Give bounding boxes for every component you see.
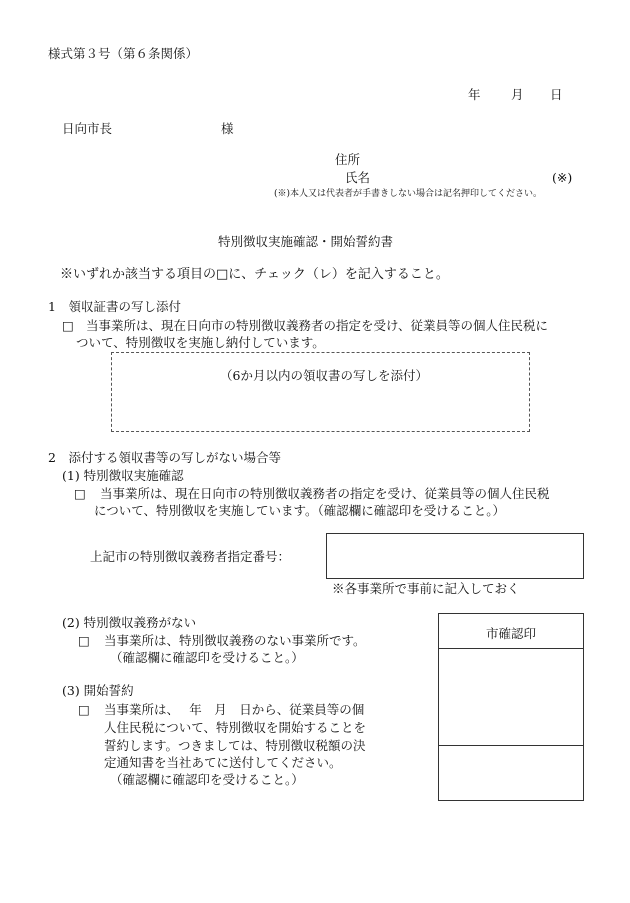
name-label: 氏名 bbox=[345, 170, 371, 185]
section2-sub2-checkbox[interactable]: □ bbox=[78, 633, 90, 648]
section2-sub1-text-line2: について、特別徴収を実施しています。（確認欄に確認印を受けること。） bbox=[94, 503, 506, 518]
section2-heading: 2 添付する領収書等の写しがない場合等 bbox=[48, 450, 281, 465]
seal-note: (※)本人又は代表者が手書きしない場合は記名押印してください。 bbox=[274, 189, 543, 199]
receipt-attach-box bbox=[111, 352, 530, 432]
form-number: 様式第３号（第６条関係） bbox=[48, 46, 199, 61]
section2-sub1-checkbox[interactable]: □ bbox=[74, 486, 86, 501]
section2-sub2-heading: (2) 特別徴収義務がない bbox=[62, 615, 197, 630]
section2-sub3-text-line5: （確認欄に確認印を受けること。） bbox=[110, 772, 304, 787]
designation-number-field[interactable] bbox=[326, 533, 584, 579]
section2-sub3-text-line2: 人住民税について、特別徴収を開始することを bbox=[104, 720, 367, 735]
address-label: 住所 bbox=[335, 152, 361, 167]
date-year-label: 年 bbox=[468, 87, 481, 102]
date-day-label: 日 bbox=[550, 87, 563, 102]
section1-heading: 1 領収証書の写し添付 bbox=[48, 299, 181, 314]
section1-checkbox[interactable]: □ bbox=[62, 318, 74, 333]
stamp-box-header bbox=[439, 614, 583, 649]
receipt-attach-label: （6か月以内の領収書の写しを添付） bbox=[220, 368, 428, 383]
date-month-label: 月 bbox=[511, 87, 524, 102]
addressee-honorific: 様 bbox=[221, 121, 234, 136]
section2-sub3-text-line1: 当事業所は、 年 月 日から、従業員等の個 bbox=[104, 702, 365, 717]
section1-text-line1: 当事業所は、現在日向市の特別徴収義務者の指定を受け、従業員等の個人住民税に bbox=[86, 318, 549, 333]
addressee-name: 日向市長 bbox=[62, 121, 113, 136]
section2-sub3-heading: (3) 開始誓約 bbox=[62, 683, 134, 698]
section2-sub3-text-line4: 定通知書を当社あてに送付してください。 bbox=[104, 755, 342, 770]
stamp-box-label: 市確認印 bbox=[485, 626, 536, 641]
city-confirmation-stamp-box bbox=[438, 613, 584, 801]
section2-sub1-text-line1: 当事業所は、現在日向市の特別徴収義務者の指定を受け、従業員等の個人住民税 bbox=[100, 486, 550, 501]
stamp-area[interactable] bbox=[439, 649, 583, 746]
section1-text-line2: ついて、特別徴収を実施し納付しています。 bbox=[76, 335, 325, 350]
document-title: 特別徴収実施確認・開始誓約書 bbox=[218, 234, 394, 249]
designation-note: ※各事業所で事前に記入しておく bbox=[332, 581, 520, 596]
section2-sub3-text-line3: 誓約します。つきましては、特別徴収税額の決 bbox=[104, 738, 366, 753]
section2-sub1-heading: (1) 特別徴収実施確認 bbox=[62, 468, 184, 483]
section2-sub2-text-line1: 当事業所は、特別徴収義務のない事業所です。 bbox=[104, 633, 366, 648]
seal-mark: (※) bbox=[552, 170, 573, 185]
section2-sub2-text-line2: （確認欄に確認印を受けること。） bbox=[110, 650, 304, 665]
instruction-text: ※いずれか該当する項目の□に、チェック（レ）を記入すること。 bbox=[60, 267, 449, 282]
section2-sub3-checkbox[interactable]: □ bbox=[78, 702, 90, 717]
designation-label: 上記市の特別徴収義務者指定番号： bbox=[90, 549, 291, 564]
